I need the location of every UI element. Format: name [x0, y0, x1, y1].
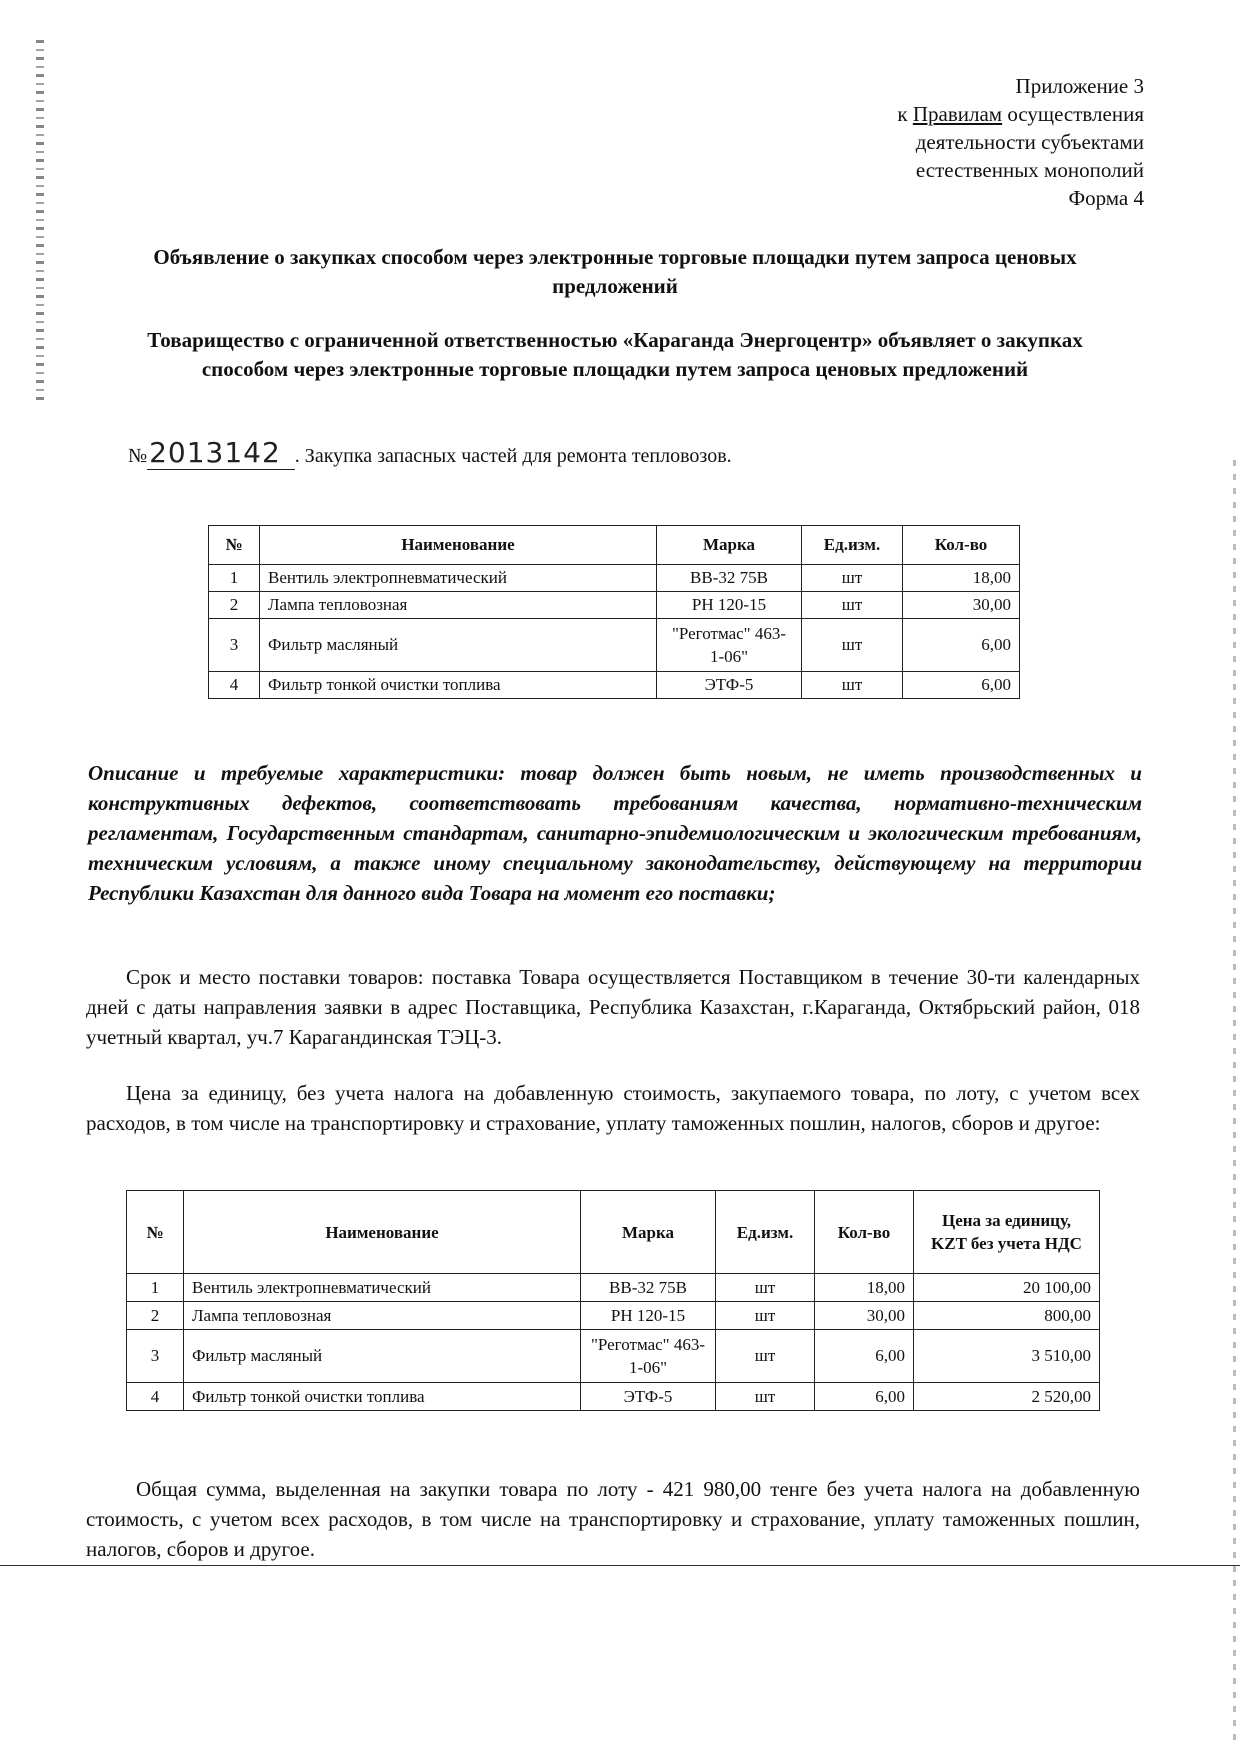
cell-number: 1 [127, 1274, 184, 1302]
price-table [126, 1190, 1100, 1411]
cell-price: 800,00 [914, 1302, 1100, 1330]
cell-qty: 6,00 [815, 1330, 914, 1383]
cell-qty: 6,00 [903, 619, 1020, 672]
cell-unit: шт [802, 565, 903, 592]
cell-unit: шт [802, 672, 903, 699]
cell-brand: РН 120-15 [581, 1302, 716, 1330]
lot-number-handwritten: 2013142 [147, 437, 295, 470]
cell-unit: шт [802, 592, 903, 619]
cell-brand: РН 120-15 [657, 592, 802, 619]
appendix-line: Приложение 3 [1015, 74, 1144, 98]
cell-unit: шт [716, 1330, 815, 1383]
cell-brand: "Реготмас" 463-1-06" [581, 1330, 716, 1383]
col-header: Кол-во [903, 526, 1020, 565]
cell-number: 4 [209, 672, 260, 699]
cell-name: Фильтр тонкой очистки топлива [260, 672, 657, 699]
cell-number: 1 [209, 565, 260, 592]
form-number: Форма 4 [1068, 186, 1144, 210]
cell-number: 2 [127, 1302, 184, 1330]
cell-qty: 18,00 [815, 1274, 914, 1302]
document-title: Объявление о закупках способом через электронные торговые площадки путем запроса ценовых предложений [153, 245, 1077, 298]
delivery-paragraph: Срок и место поставки товаров: поставка Товара осуществляется Поставщиком в течение 30-ти календарных дней с даты направления заявки в адрес Поставщика, Республика Казахстан, г.Караганда, Октябрьский район, 018 учетный квартал, уч.7 Карагандинская ТЭЦ-3. [86, 965, 1140, 1049]
cell-unit: шт [716, 1274, 815, 1302]
bottom-divider [0, 1565, 1240, 1566]
cell-qty: 30,00 [815, 1302, 914, 1330]
cell-brand: ЭТФ-5 [581, 1383, 716, 1411]
cell-number: 4 [127, 1383, 184, 1411]
cell-name: Фильтр тонкой очистки топлива [184, 1383, 581, 1411]
cell-unit: шт [802, 619, 903, 672]
cell-number: 2 [209, 592, 260, 619]
lot-description: . Закупка запасных частей для ремонта тепловозов. [294, 445, 732, 467]
scan-edge-artifact [36, 40, 44, 400]
table-header-row [127, 1191, 1100, 1274]
col-header: Наименование [260, 526, 657, 565]
col-header: № [127, 1191, 184, 1274]
col-header: Ед.изм. [716, 1191, 815, 1274]
col-header: Марка [581, 1191, 716, 1274]
items-table [208, 525, 1020, 699]
cell-qty: 6,00 [815, 1383, 914, 1411]
appendix-prefix: к [897, 102, 908, 126]
col-header: Наименование [184, 1191, 581, 1274]
col-header: Марка [657, 526, 802, 565]
table-row [209, 672, 1020, 699]
cell-qty: 6,00 [903, 672, 1020, 699]
appendix-line: естественных монополий [915, 158, 1144, 182]
cell-price: 2 520,00 [914, 1383, 1100, 1411]
cell-qty: 30,00 [903, 592, 1020, 619]
appendix-line: деятельности субъектами [915, 130, 1144, 154]
description-paragraph: Описание и требуемые характеристики: товар должен быть новым, не иметь производственных и конструктивных дефектов, соответствовать требованиям качества, нормативно-техническим регламентам, Государственным стандартам, санитарно-эпидемиологическим и экологическим требованиям, техническим условиям, а также иному специальному законодательству, действующему на территории Республики Казахстан для данного вида Товара на момент его поставки; [88, 761, 1142, 905]
col-header: Кол-во [815, 1191, 914, 1274]
table-row [127, 1383, 1100, 1411]
table-row [209, 565, 1020, 592]
col-header: № [209, 526, 260, 565]
appendix-header [897, 72, 1144, 212]
document-subtitle: Товарищество с ограниченной ответственностью «Караганда Энергоцентр» объявляет о закупках способом через электронные торговые площадки путем запроса ценовых предложений [147, 328, 1083, 381]
cell-number: 3 [127, 1330, 184, 1383]
col-header: Ед.изм. [802, 526, 903, 565]
table-row [127, 1274, 1100, 1302]
lot-line [128, 437, 732, 472]
rules-link: Правилам [912, 102, 1003, 126]
scan-edge-artifact-right [1233, 460, 1236, 1740]
cell-brand: ВВ-32 75В [657, 565, 802, 592]
total-paragraph: Общая сумма, выделенная на закупки товара по лоту - 421 980,00 тенге без учета налога на добавленную стоимость, с учетом всех расходов, в том числе на транспортировку и страхование, уплату таможенных пошлин, налогов, сборов и другое. [86, 1477, 1140, 1561]
table-row [127, 1330, 1100, 1383]
cell-unit: шт [716, 1302, 815, 1330]
cell-name: Лампа тепловозная [184, 1302, 581, 1330]
appendix-suffix: осуществления [1007, 102, 1144, 126]
cell-brand: ЭТФ-5 [657, 672, 802, 699]
table-row [127, 1302, 1100, 1330]
cell-name: Лампа тепловозная [260, 592, 657, 619]
cell-name: Вентиль электропневматический [184, 1274, 581, 1302]
table-row [209, 592, 1020, 619]
cell-name: Вентиль электропневматический [260, 565, 657, 592]
cell-name: Фильтр масляный [260, 619, 657, 672]
col-header: Цена за единицу, KZT без учета НДС [914, 1191, 1100, 1274]
table-header-row [209, 526, 1020, 565]
cell-price: 3 510,00 [914, 1330, 1100, 1383]
cell-price: 20 100,00 [914, 1274, 1100, 1302]
lot-prefix: № [128, 445, 148, 467]
cell-name: Фильтр масляный [184, 1330, 581, 1383]
cell-number: 3 [209, 619, 260, 672]
cell-brand: "Реготмас" 463-1-06" [657, 619, 802, 672]
price-intro-paragraph: Цена за единицу, без учета налога на добавленную стоимость, закупаемого товара, по лоту, с учетом всех расходов, в том числе на транспортировку и страхование, уплату таможенных пошлин, налогов, сборов и другое: [86, 1081, 1140, 1135]
table-row [209, 619, 1020, 672]
cell-unit: шт [716, 1383, 815, 1411]
cell-brand: ВВ-32 75В [581, 1274, 716, 1302]
appendix-line [897, 100, 1144, 128]
cell-qty: 18,00 [903, 565, 1020, 592]
